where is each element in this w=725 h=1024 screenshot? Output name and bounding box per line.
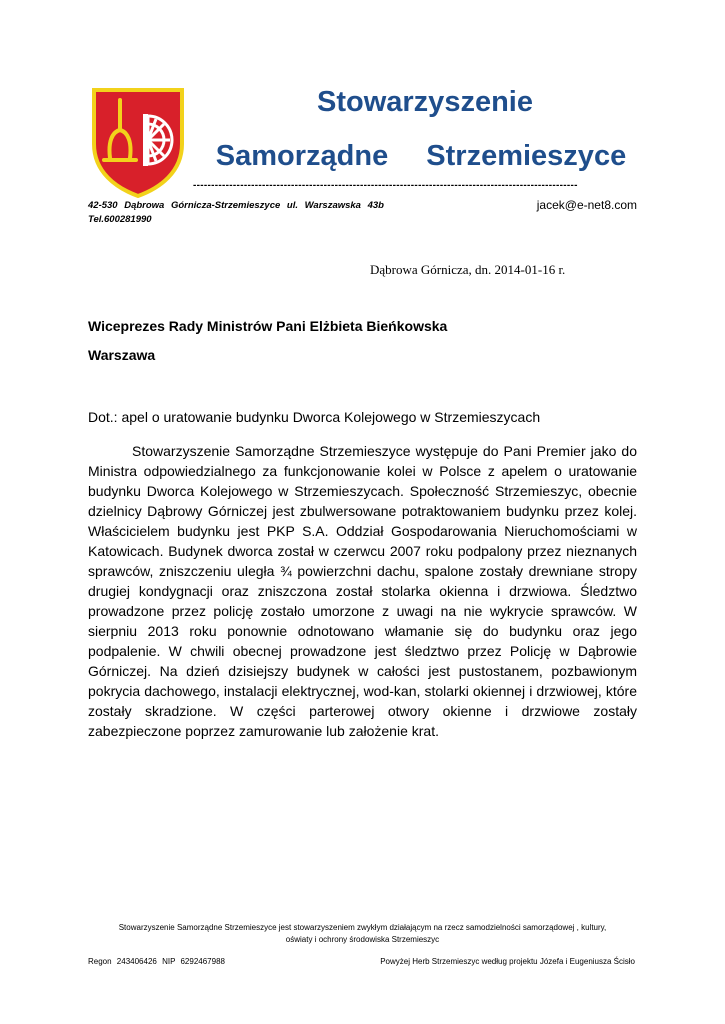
org-address: 42-530 Dąbrowa Górnicza-Strzemieszyce ul. Warszawska 43b [88, 200, 384, 211]
org-name-line2: Samorządne Strzemieszyce [215, 140, 627, 172]
header-separator: ---------------------------------------------------------------------------------------------------------- [193, 180, 578, 191]
letter-body: Stowarzyszenie Samorządne Strzemieszyce występuje do Pani Premier jako do Ministra odpowiedzialnego za funkcjonowanie kolei w Polsce z apelem o uratowanie budynku Dworca Kolejowego w Strzemieszycach. Społeczność Strzemieszyc, obecnie dzielnicy Dąbrowy Górniczej jest zbulwersowane potraktowaniem budynku przez kolej. Właścicielem budynku jest PKP S.A. Oddział Gospodarowania Nieruchomościami w Katowicach. Budynek dworca został w czerwcu 2007 roku podpalony przez nieznanych sprawców, zniszczeniu uległa ¾ powierzchni dachu, spalone zostały drewniane stropy drugiej kondygnacji oraz zniszczona został stolarka okienna i drzwiowa. Śledztwo prowadzone przez policję zostało umorzone z uwagi na nie wykrycie sprawców. W sierpniu 2013 roku ponownie odnotowano włamanie się do budynku oraz jego podpalenie. W chwili obecnej prowadzone jest śledztwo przez Policję w Dąbrowie Górniczej. Na dzień dzisiejszy budynek w całości jest pustostanem, pozbawionym pokrycia dachowego, instalacji elektrycznej, wod-kan, stolarki okiennej i drzwiowej, które zostały skradzione. W części parterowej otwory okienne i drzwiowe zostały zabezpieczone poprzez zamurowanie lub założenie krat. [88, 443, 637, 739]
org-name-line1: Stowarzyszenie [317, 86, 533, 118]
recipient-city: Warszawa [88, 347, 156, 363]
org-phone: Tel.600281990 [88, 214, 152, 225]
letter-date: Dąbrowa Górnicza, dn. 2014-01-16 r. [370, 262, 566, 277]
coat-of-arms-icon [90, 86, 186, 198]
footer-crest-credit: Powyżej Herb Strzemieszyc według projektu Józefa i Eugeniusza Ścisło [380, 957, 635, 966]
org-email: jacek@e-net8.com [536, 198, 637, 212]
letter-subject: Dot.: apel o uratowanie budynku Dworca Kolejowego w Strzemieszycach [88, 409, 541, 425]
footer-line2: oświaty i ochrony środowiska Strzemieszyc [285, 935, 440, 944]
footer-regon-nip: Regon 243406426 NIP 6292467988 [88, 957, 225, 966]
footer-statement [88, 922, 637, 946]
footer-line1: Stowarzyszenie Samorządne Strzemieszyce jest stowarzyszeniem zwykłym działającym na rzecz samodzielności samorządowej , kultury, [118, 923, 607, 932]
recipient-name: Wiceprezes Rady Ministrów Pani Elżbieta Bieńkowska [88, 318, 448, 334]
